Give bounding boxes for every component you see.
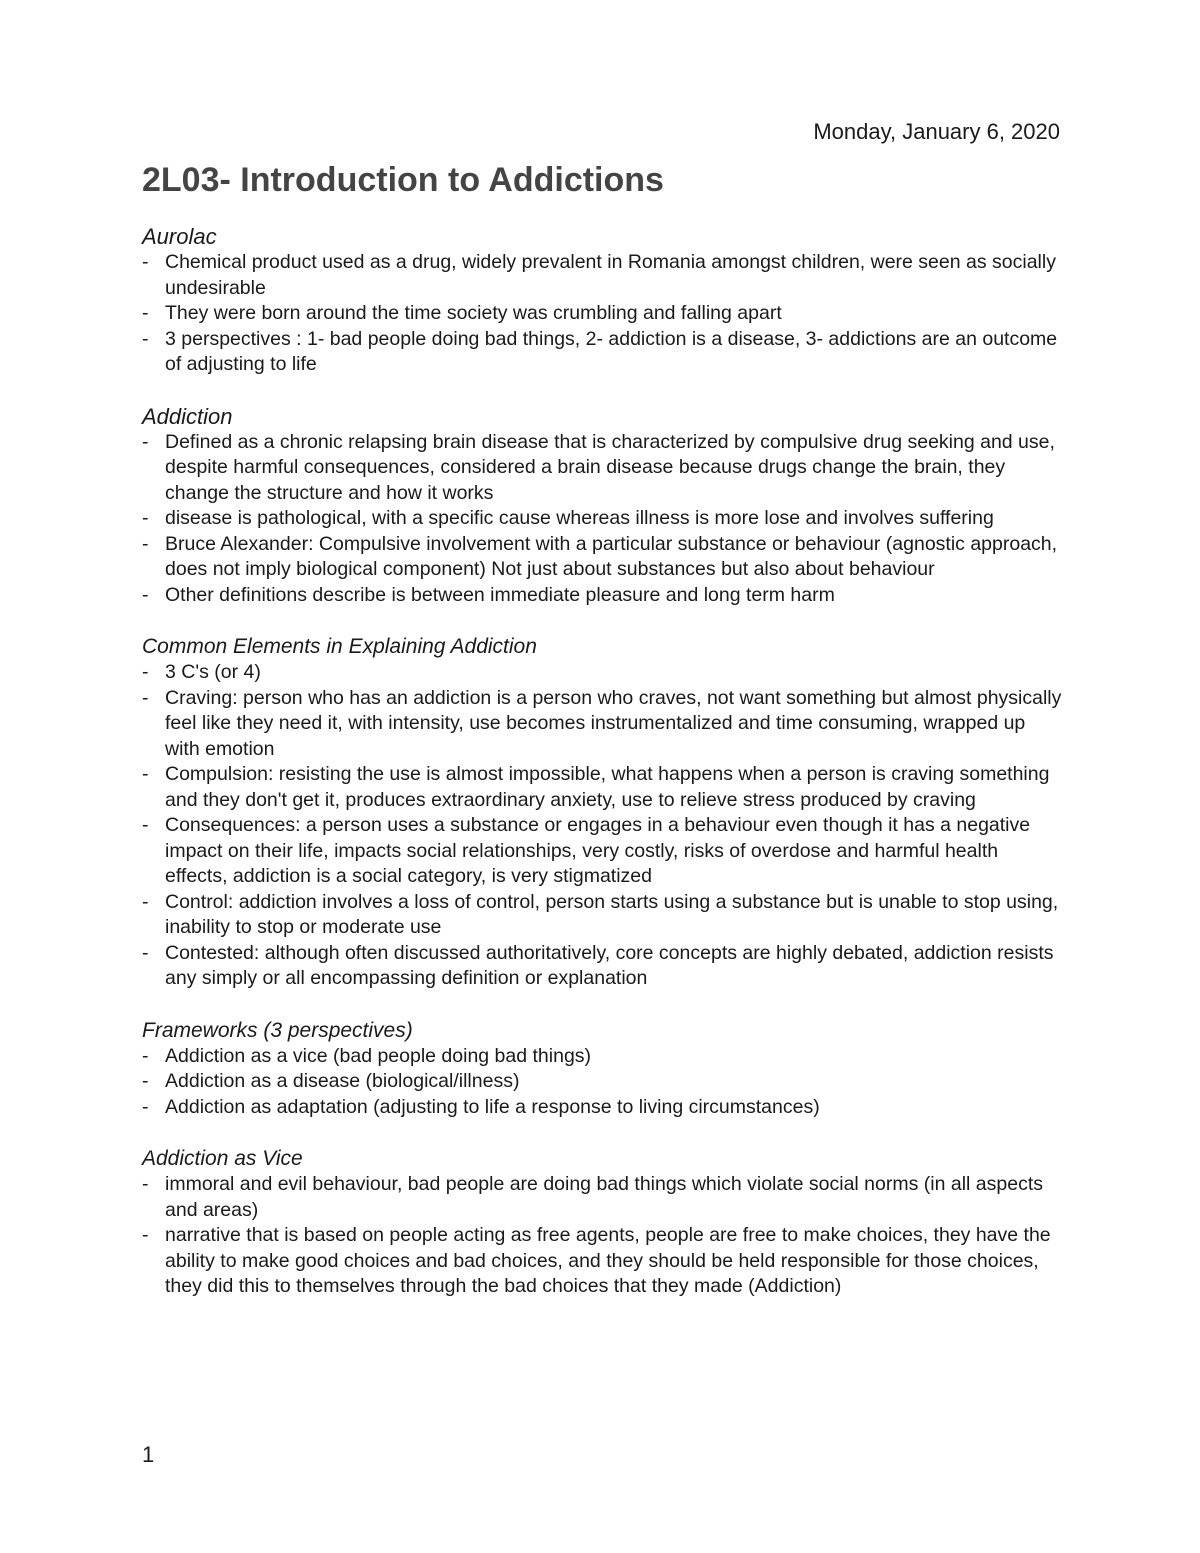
section-heading: Common Elements in Explaining Addiction [142, 635, 537, 658]
bullet-marker: - [142, 1224, 149, 1246]
bullet-marker: - [142, 763, 149, 785]
bullet-marker: - [142, 686, 149, 709]
list-item [142, 660, 1062, 686]
list-item [142, 813, 1062, 890]
bullet-marker: - [142, 1070, 149, 1092]
section-addiction-as-vice [142, 1145, 1062, 1300]
bullet-marker: - [142, 1044, 149, 1067]
bullet-marker: - [142, 532, 149, 555]
section-heading: Addiction [142, 403, 233, 429]
document-date: Monday, January 6, 2020 [813, 119, 1060, 144]
list-item [142, 506, 1062, 532]
list-item [142, 1069, 1062, 1095]
bullet-marker: - [142, 661, 149, 683]
bullet-list [142, 250, 1062, 378]
list-item-text: Craving: person who has an addiction is a person who craves, not want something but almost physically feel like they need it, with intensity, use becomes instrumentalized and time consuming, wrapped up with emotion [165, 686, 1062, 760]
section-frameworks [142, 1017, 1062, 1121]
list-item-text: Addiction as adaptation (adjusting to life a response to living circumstances) [165, 1095, 820, 1118]
section-addiction [142, 403, 1062, 609]
bullet-marker: - [142, 302, 149, 324]
list-item-text: Addiction as a vice (bad people doing bad things) [165, 1044, 592, 1067]
list-item-text: narrative that is based on people acting as free agents, people are free to make choices, they have the ability to make good choices and bad choices, and they should be held responsible for those choices, they did this to themselves through the bad choices that they made (Addiction) [165, 1224, 1051, 1297]
list-item [142, 686, 1062, 763]
list-item-text: Other definitions describe is between immediate pleasure and long term harm [165, 583, 835, 606]
list-item [142, 301, 1062, 327]
bullet-marker: - [142, 941, 149, 964]
list-item-text: Contested: although often discussed authoritatively, core concepts are highly debated, addiction resists any simply or all encompassing definition or explanation [165, 941, 1054, 989]
list-item-text: Control: addiction involves a loss of control, person starts using a substance but is unable to stop using, inability to stop or moderate use [165, 890, 1059, 938]
list-item-text: Compulsion: resisting the use is almost impossible, what happens when a person is craving something and they don't get it, produces extraordinary anxiety, use to relieve stress produced by craving [165, 763, 1050, 811]
list-item [142, 1095, 1062, 1121]
bullet-marker: - [142, 327, 149, 350]
bullet-list [142, 430, 1062, 609]
bullet-marker: - [142, 1173, 149, 1195]
bullet-marker: - [142, 1095, 149, 1118]
list-item-text: Bruce Alexander: Compulsive involvement with a particular substance or behaviour (agnostic approach, does not imply biological component) Not just about substances but also about behaviour [165, 532, 1058, 580]
bullet-list [142, 1044, 1062, 1121]
list-item-text: disease is pathological, with a specific cause whereas illness is more lose and involves suffering [165, 507, 994, 529]
list-item-text: They were born around the time society was crumbling and falling apart [165, 302, 782, 324]
list-item-text: immoral and evil behaviour, bad people are doing bad things which violate social norms (in all aspects and areas) [165, 1173, 1043, 1221]
list-item-text: Chemical product used as a drug, widely prevalent in Romania amongst children, were seen as socially undesirable [165, 251, 1056, 299]
bullet-marker: - [142, 890, 149, 913]
notes-body [142, 223, 1062, 1300]
bullet-marker: - [142, 814, 149, 836]
list-item [142, 762, 1062, 813]
section-common-elements [142, 633, 1062, 992]
bullet-marker: - [142, 583, 149, 606]
list-item [142, 941, 1062, 992]
page-title: 2L03- Introduction to Addictions [142, 161, 664, 199]
list-item [142, 1172, 1062, 1223]
list-item [142, 890, 1062, 941]
page-number: 1 [142, 1442, 155, 1467]
list-item-text: Defined as a chronic relapsing brain disease that is characterized by compulsive drug seeking and use, despite harmful consequences, considered a brain disease because drugs change the brain, they change the structure and how it works [165, 430, 1055, 504]
list-item [142, 327, 1062, 378]
bullet-list [142, 660, 1062, 992]
list-item [142, 583, 1062, 609]
list-item [142, 532, 1062, 583]
list-item [142, 250, 1062, 301]
list-item [142, 1044, 1062, 1070]
section-aurolac [142, 223, 1062, 378]
bullet-marker: - [142, 507, 149, 529]
section-heading: Addiction as Vice [142, 1147, 303, 1170]
bullet-marker: - [142, 251, 149, 273]
list-item-text: 3 perspectives : 1- bad people doing bad things, 2- addiction is a disease, 3- addictions are an outcome of adjusting to life [165, 327, 1058, 375]
list-item-text: Consequences: a person uses a substance or engages in a behaviour even though it has a negative impact on their life, impacts social relationships, very costly, risks of overdose and harmful health effects, addiction is a social category, is very stigmatized [165, 814, 1031, 887]
list-item-text: 3 C's (or 4) [165, 661, 261, 683]
section-heading: Aurolac [142, 224, 217, 249]
bullet-list [142, 1172, 1062, 1300]
bullet-marker: - [142, 430, 149, 453]
list-item [142, 430, 1062, 507]
list-item-text: Addiction as a disease (biological/illness) [165, 1070, 520, 1092]
section-heading: Frameworks (3 perspectives) [142, 1018, 413, 1042]
list-item [142, 1223, 1062, 1300]
